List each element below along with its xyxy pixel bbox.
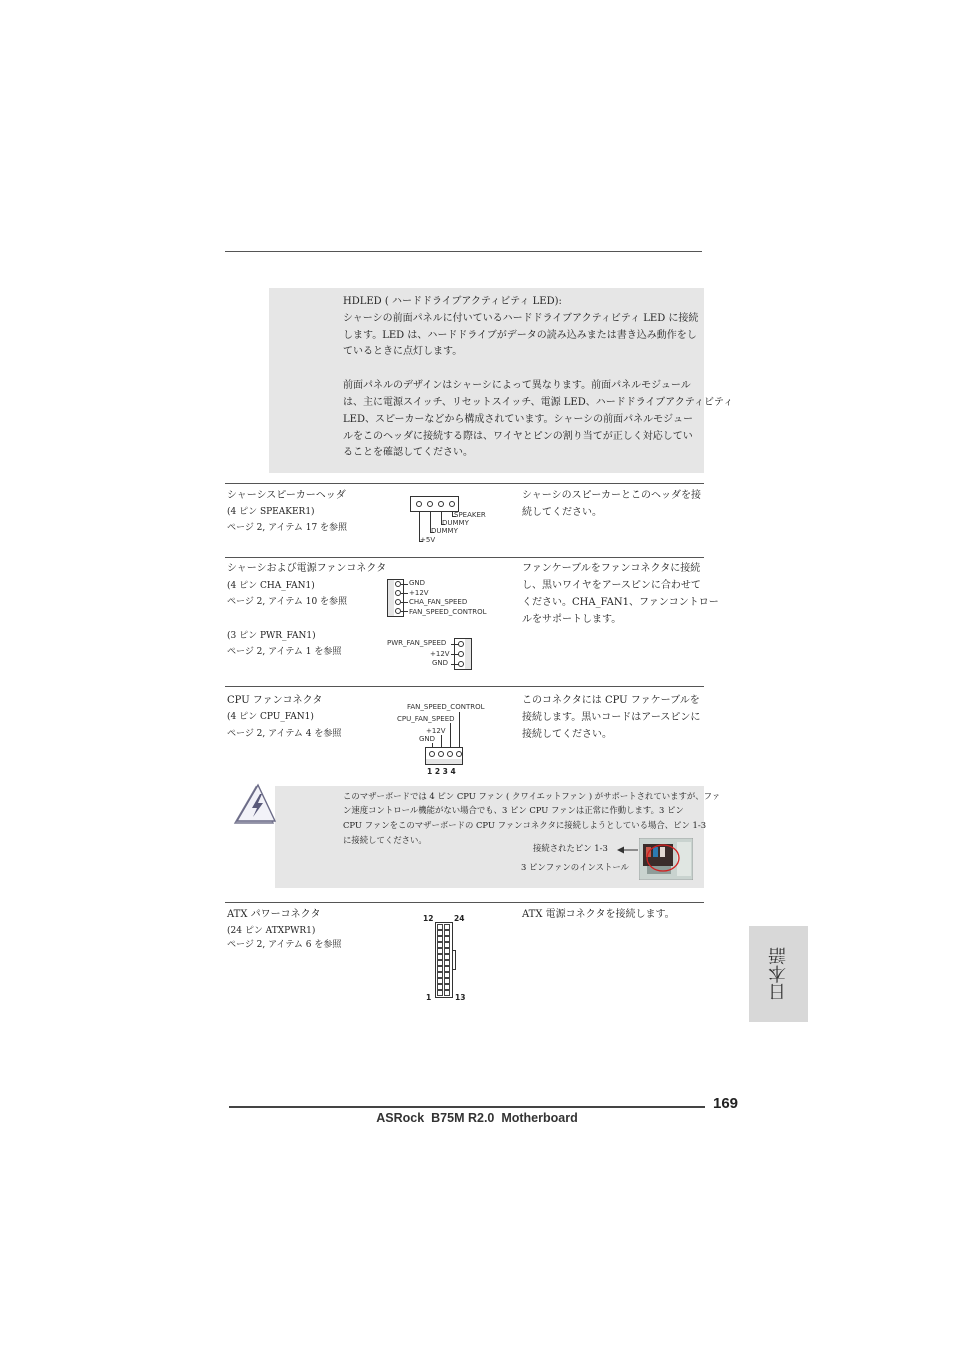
speaker-ref: ページ 2, アイテム 17 を参照 [227, 523, 348, 533]
language-side-tab [749, 926, 808, 1022]
atx-connector-diagram [420, 912, 470, 1004]
speaker-label-5v: +5V [420, 536, 436, 544]
speaker-label-dummy-2: DUMMY [431, 527, 458, 535]
atx-desc: ATX 電源コネクタを接続します。 [522, 909, 675, 920]
footer-rule [229, 1106, 705, 1108]
speaker-desc-1: シャーシのスピーカーとこのヘッダを接 [522, 490, 701, 501]
chafan-title: シャーシおよび電源ファンコネクタ [227, 563, 387, 574]
speaker-title: シャーシスピーカーヘッダ [227, 490, 346, 501]
pwrfan-label-gnd: GND [432, 659, 449, 667]
atx-label-13: 13 [455, 993, 466, 1002]
atx-pins: (24 ピン ATXPWR1) [227, 926, 316, 936]
cpufan-desc-1: このコネクタには CPU ファケーブルを [522, 695, 700, 706]
hdled-line-3: ているときに点灯します。 [343, 346, 463, 357]
note-line-2: ン速度コントロール機能がない場合でも、3 ピン CPU ファンは正常に作動します。3 ピン [343, 805, 684, 815]
atx-divider [225, 902, 704, 903]
fan-install-photo [639, 838, 693, 880]
chafan-desc-4: ルをサポートします。 [522, 614, 622, 625]
chafan-header-diagram [385, 577, 505, 621]
speaker-label-dummy-1: DUMMY [442, 519, 469, 527]
chafan-desc-1: ファンケーブルをファンコネクタに接続 [522, 563, 701, 574]
side-tab-label: 日本語 [767, 947, 789, 1001]
cpufan-desc-3: 接続してください。 [522, 729, 612, 740]
pwrfan-header-diagram [385, 636, 475, 672]
speaker-pins: (4 ピン SPEAKER1) [227, 507, 315, 517]
cpufan-header-diagram [395, 700, 490, 778]
speaker-desc-2: 続してください。 [522, 507, 602, 518]
arrow-left-icon [617, 845, 639, 855]
cpufan-label-gnd: GND [419, 735, 436, 743]
chafan-desc-3: ください。CHA_FAN1、ファンコントロー [522, 597, 719, 608]
cpufan-desc-2: 接続します。黒いコードはアースピンに [522, 712, 701, 723]
hdled-para2-line-4: ルをこのヘッダに接続する際は、ワイヤとピンの割り当てが正しく対応してい [343, 431, 693, 442]
pwrfan-label-12v: +12V [430, 650, 450, 658]
atx-title: ATX パワーコネクタ [227, 909, 321, 920]
note-line-1: このマザーボードでは 4 ピン CPU ファン ( クワイエットファン ) がサポートされていますが、ファ [343, 791, 721, 801]
chafan-label-control: FAN_SPEED_CONTROL [409, 608, 487, 616]
speaker-divider [225, 483, 704, 484]
chafan-ref: ページ 2, アイテム 10 を参照 [227, 597, 348, 607]
cpufan-pin-numbers: 1 2 3 4 [427, 767, 456, 776]
cpufan-pins: (4 ピン CPU_FAN1) [227, 712, 314, 722]
atx-ref: ページ 2, アイテム 6 を参照 [227, 940, 342, 950]
chafan-label-12v: +12V [409, 589, 429, 597]
speaker-header-diagram [408, 494, 498, 546]
note-pins-connected: 接続されたピン 1-3 [533, 843, 608, 853]
chafan-label-gnd: GND [409, 579, 426, 587]
top-rule [225, 251, 702, 252]
pwrfan-label-speed: PWR_FAN_SPEED [387, 639, 447, 647]
cpufan-title: CPU ファンコネクタ [227, 695, 323, 706]
note-install: 3 ピンファンのインストール [521, 862, 629, 872]
cpufan-label-speed: CPU_FAN_SPEED [397, 715, 455, 723]
chafan-divider [225, 557, 704, 558]
atx-label-24: 24 [454, 914, 465, 923]
atx-label-12: 12 [423, 914, 434, 923]
hdled-title: HDLED ( ハードドライブアクティビティ LED): [343, 296, 562, 307]
hdled-line-1: シャーシの前面パネルに付いているハードドライブアクティビティ LED に接続 [343, 313, 699, 324]
hdled-para2-line-1: 前面パネルのデザインはシャーシによって異なります。前面パネルモジュール [343, 380, 691, 391]
cpufan-label-control: FAN_SPEED_CONTROL [407, 703, 485, 711]
warning-icon [233, 783, 277, 825]
speaker-label-speaker: SPEAKER [454, 511, 486, 519]
note-line-4: に接続してください。 [343, 835, 427, 845]
hdled-para2-line-5: ることを確認してください。 [343, 447, 473, 458]
atx-label-1: 1 [426, 993, 432, 1002]
hdled-line-2: します。LED は、ハードドライブがデータの読み込みまたは書き込み動作をし [343, 330, 697, 341]
hdled-para2-line-3: LED、スピーカーなどから構成されています。シャーシの前面パネルモジュー [343, 414, 693, 425]
cpufan-label-12v: +12V [426, 727, 446, 735]
hdled-para2-line-2: は、主に電源スイッチ、リセットスイッチ、電源 LED、ハードドライブアクティビティ [343, 397, 734, 408]
pwrfan-pins: (3 ピン PWR_FAN1) [227, 631, 316, 641]
chafan-desc-2: し、黒いワイヤをアースピンに合わせて [522, 580, 701, 591]
chafan-pins: (4 ピン CHA_FAN1) [227, 581, 315, 591]
footer-title: ASRock B75M R2.0 Motherboard [376, 1111, 578, 1125]
pwrfan-ref: ページ 2, アイテム 1 を参照 [227, 647, 342, 657]
chafan-label-speed: CHA_FAN_SPEED [409, 598, 468, 606]
cpufan-divider [225, 686, 704, 687]
cpufan-ref: ページ 2, アイテム 4 を参照 [227, 729, 342, 739]
note-line-3: CPU ファンをこのマザーボードの CPU ファンコネクタに接続しようとしている場合、ピン 1-3 [343, 820, 707, 830]
page-number: 169 [713, 1095, 739, 1112]
